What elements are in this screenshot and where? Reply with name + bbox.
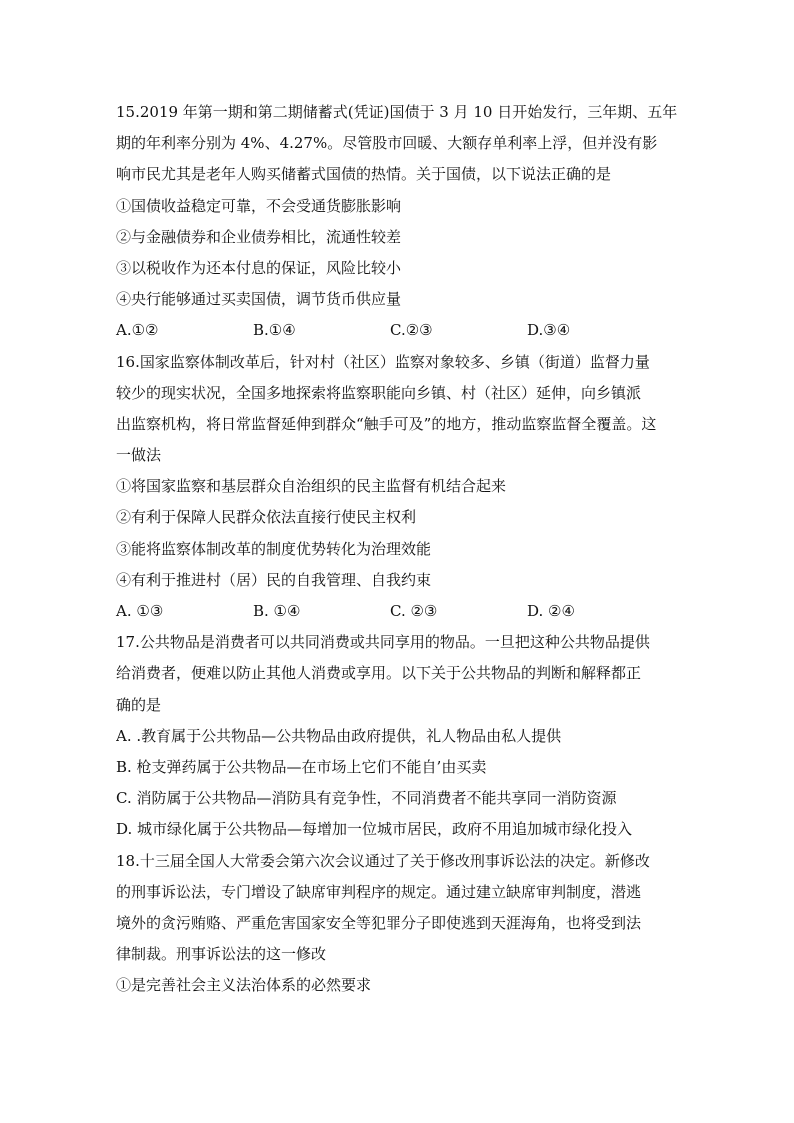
option-d: D.③④ [527, 321, 571, 340]
question-stem-line: 15.2019 年第一期和第二期储蓄式(凭证)国债于 3 月 10 日开始发行，三年期、五年 [116, 103, 678, 121]
option-b: B. ①④ [253, 602, 301, 620]
question-stem-line: 确的是 [116, 695, 162, 714]
question-stem-line: 期的年利率分别为 4%、4.27%。尽管股市回暖、大额存单利率上浮，但并没有影 [116, 134, 658, 153]
statement-item: ②与金融债券和企业债券相比，流通性较差 [116, 227, 402, 246]
choice-c: C. 消防属于公共物品—消防具有竞争性，不同消费者不能共享同一消防资源 [116, 789, 617, 808]
statement-item: ④央行能够通过买卖国债，调节货币供应量 [116, 290, 402, 309]
statement-item: ①国债收益稳定可靠，不会受通货膨胀影响 [116, 196, 402, 215]
question-18 [116, 846, 686, 1002]
question-stem-line: 一做法 [116, 446, 162, 465]
question-15 [116, 97, 686, 347]
answer-options [116, 596, 686, 627]
question-stem-line: 18.十三届全国人大常委会第六次会议通过了关于修改刑事诉讼法的决定。新修改 [116, 851, 650, 870]
question-stem-line: 境外的贪污贿赂、严重危害国家安全等犯罪分子即使逃到天涯海角，也将受到法 [116, 913, 642, 932]
question-stem-line: 的刑事诉讼法，专门增设了缺席审判程序的规定。通过建立缺席审判制度，潜逃 [116, 882, 642, 901]
choice-d: D. 城市绿化属于公共物品—每增加一位城市居民，政府不用追加城市绿化投入 [116, 820, 633, 839]
option-d: D. ②④ [527, 602, 575, 620]
answer-options [116, 315, 686, 346]
question-16 [116, 347, 686, 628]
choice-b: B. 枪支弹药属于公共物品—在市场上它们不能自’由买卖 [116, 757, 487, 776]
statement-item: ③能将监察体制改革的制度优势转化为治理效能 [116, 539, 432, 558]
question-17 [116, 627, 686, 845]
question-stem-line: 出监察机构，将日常监督延伸到群众“触手可及”的地方，推动监察监督全覆盖。这 [116, 414, 657, 433]
statement-item: ①是完善社会主义法治体系的必然要求 [116, 976, 372, 995]
statement-item: ④有利于推进村（居）民的自我管理、自我约束 [116, 570, 432, 589]
option-a: A. ①③ [116, 602, 164, 620]
statement-item: ③以税收作为还本付息的保证，风险比较小 [116, 258, 402, 277]
question-stem-line: 响市民尤其是老年人购买储蓄式国债的热情。关于国债，以下说法正确的是 [116, 165, 612, 184]
option-c: C. ②③ [390, 602, 438, 620]
question-stem-line: 16.国家监察体制改革后，针对村（社区）监察对象较多、乡镇（街道）监督力量 [116, 352, 650, 371]
exam-page [116, 97, 686, 1001]
question-stem-line: 律制裁。刑事诉讼法的这一修改 [116, 945, 327, 964]
statement-item: ①将国家监察和基层群众自治组织的民主监督有机结合起来 [116, 477, 507, 496]
option-b: B.①④ [253, 321, 296, 340]
question-stem-line: 17.公共物品是消费者可以共同消费或共同享用的物品。一旦把这种公共物品提供 [116, 633, 650, 652]
question-stem-line: 较少的现实状况，全国多地探索将监察职能向乡镇、村（社区）延伸，向乡镇派 [116, 383, 642, 402]
option-a: A.①② [116, 321, 159, 340]
question-stem-line: 给消费者，便难以防止其他人消费或享用。以下关于公共物品的判断和解释都正 [116, 664, 642, 683]
statement-item: ②有利于保障人民群众依法直接行使民主权利 [116, 508, 417, 527]
option-c: C.②③ [390, 321, 433, 340]
choice-a: A. .教育属于公共物品—公共物品由政府提供，礼人物品由私人提供 [116, 726, 562, 745]
